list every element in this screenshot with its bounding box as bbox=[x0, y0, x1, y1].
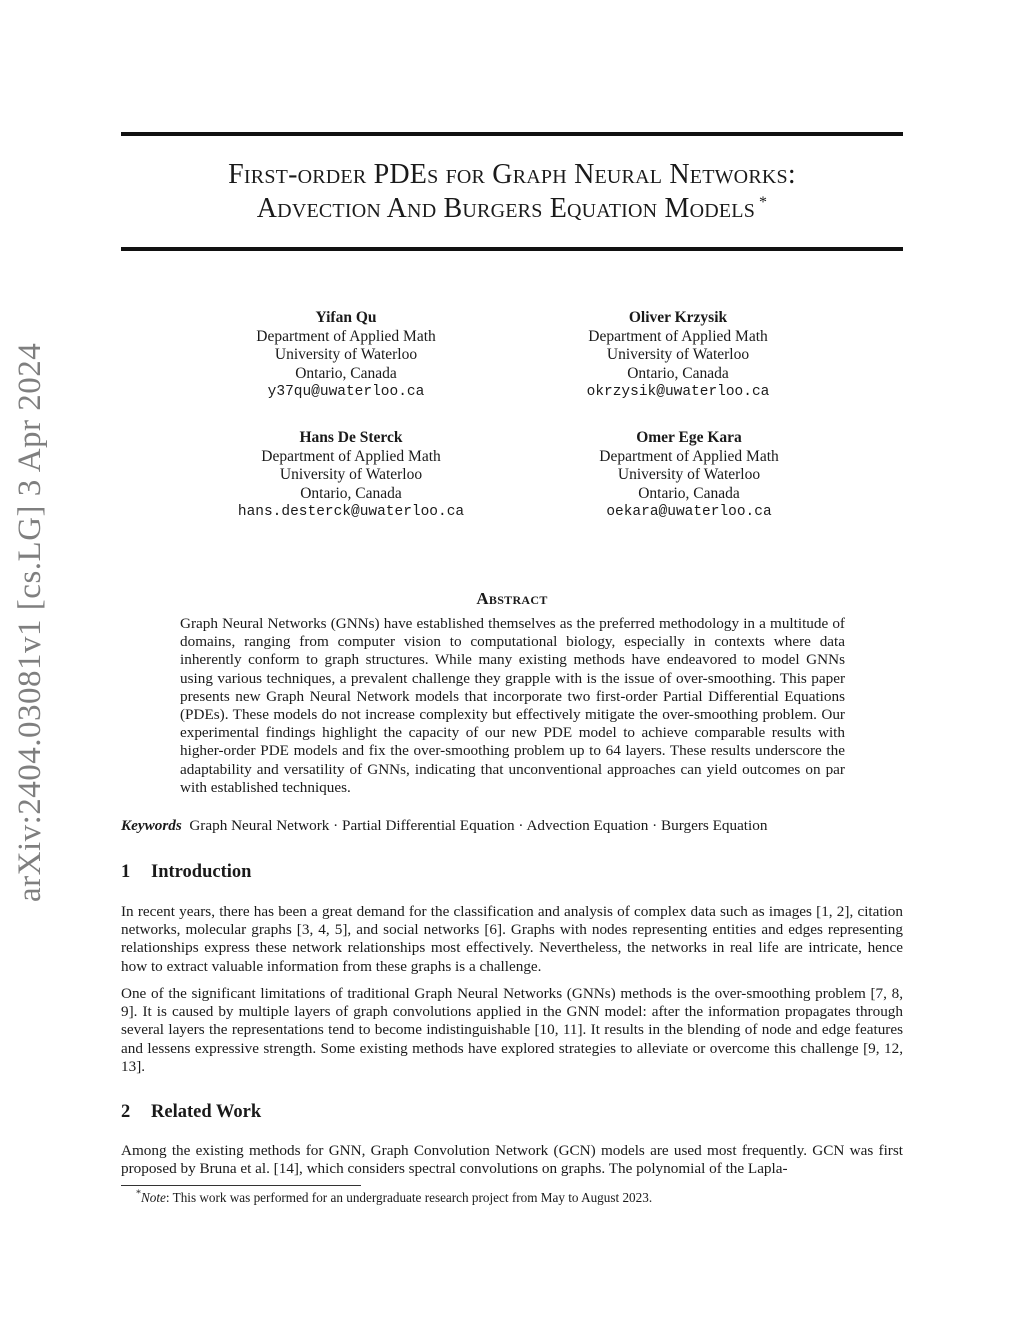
author-block bbox=[518, 309, 838, 402]
author-location: Ontario, Canada bbox=[295, 364, 397, 382]
author-name: Yifan Qu bbox=[315, 309, 377, 326]
author-email: y37qu@uwaterloo.ca bbox=[267, 384, 425, 400]
author-name: Omer Ege Kara bbox=[636, 429, 742, 446]
author-block bbox=[191, 429, 511, 522]
footnote-text: : This work was performed for an undergraduate research project from May to August 2023. bbox=[165, 1190, 653, 1205]
title-line-1: First-order PDEs for Graph Neural Networks: bbox=[228, 159, 796, 190]
author-block bbox=[529, 429, 849, 522]
section-title: Related Work bbox=[151, 1102, 262, 1122]
paper-title bbox=[121, 158, 903, 226]
footnote-mark: * bbox=[136, 1188, 141, 1200]
section-title: Introduction bbox=[151, 862, 252, 882]
footnote-rule bbox=[121, 1185, 361, 1186]
author-location: Ontario, Canada bbox=[300, 484, 402, 502]
author-univ: University of Waterloo bbox=[279, 466, 423, 483]
paragraph: One of the significant limitations of traditional Graph Neural Networks (GNNs) methods is the over-smoothing problem [7, 8, 9]. It is caused by multiple layers of graph convolutions applied in the GNN model: after the information propagates through several layers the representations tend to become indistinguishable [10, 11]. It results in the blending of node and edge features and lessens expressive strength. Some existing methods have explored strategies to alleviate or overcome this challenge [9, 12, 13]. bbox=[121, 985, 903, 1075]
footnote-label: Note bbox=[141, 1190, 166, 1205]
keywords-text: Graph Neural Network · Partial Differential Equation · Advection Equation · Burgers Equation bbox=[189, 817, 768, 834]
keywords-line bbox=[121, 817, 903, 835]
author-email: hans.desterck@uwaterloo.ca bbox=[237, 504, 465, 520]
title-footnote-mark: * bbox=[759, 193, 768, 211]
abstract-heading: Abstract bbox=[476, 589, 548, 608]
section-heading bbox=[121, 862, 251, 883]
paragraph: In recent years, there has been a great demand for the classification and analysis of complex data such as images [1, 2], citation networks, molecular graphs [3, 4, 5], and social networks [6]. Graphs with nodes representing entities and edges representing relationships express these network relationships most effectively. Nevertheless, the networks in real life are intricate, hence how to extract valuable information from these graphs is a challenge. bbox=[121, 903, 903, 975]
author-name: Oliver Krzysik bbox=[628, 309, 728, 326]
title-rule-bottom bbox=[121, 247, 903, 251]
author-email: okrzysik@uwaterloo.ca bbox=[586, 384, 770, 400]
author-univ: University of Waterloo bbox=[617, 466, 761, 483]
section-number: 1 bbox=[121, 862, 131, 882]
abstract-text: Graph Neural Networks (GNNs) have established themselves as the preferred methodology in a multitude of domains, ranging from computer vision to computational biology, especially in contexts where data inherently conform to graph structures. While many existing methods have endeavored to model GNNs using various techniques, a prevalent challenge they grapple with is the issue of over-smoothing. This paper presents new Graph Neural Network models that incorporate two first-order Partial Differential Equations (PDEs). These models do not increase complexity but effectively mitigate the over-smoothing problem. Our experimental findings highlight the capacity of our new PDE model to achieve comparable results with higher-order PDE models and fix the over-smoothing problem up to 64 layers. These results underscore the adaptability and versatility of GNNs, indicating that unconventional approaches can yield outcomes on par with established techniques. bbox=[180, 615, 845, 796]
author-dept: Department of Applied Math bbox=[261, 447, 441, 465]
section-heading bbox=[121, 1102, 261, 1123]
author-location: Ontario, Canada bbox=[638, 484, 740, 502]
author-block bbox=[186, 309, 506, 402]
author-name: Hans De Sterck bbox=[299, 429, 403, 446]
section-number: 2 bbox=[121, 1102, 131, 1122]
author-dept: Department of Applied Math bbox=[599, 447, 779, 465]
title-line-2-wrap bbox=[121, 192, 903, 226]
author-location: Ontario, Canada bbox=[627, 364, 729, 382]
footnote bbox=[136, 1190, 896, 1206]
author-dept: Department of Applied Math bbox=[256, 327, 436, 345]
title-rule-top bbox=[121, 132, 903, 136]
author-email: oekara@uwaterloo.ca bbox=[606, 504, 772, 520]
arxiv-identifier-stamp: arXiv:2404.03081v1 [cs.LG] 3 Apr 2024 bbox=[12, 342, 48, 902]
paragraph: Among the existing methods for GNN, Graph Convolution Network (GCN) models are used most frequently. GCN was first proposed by Bruna et al. [14], which considers spectral convolutions on graphs. The polynomial of the Lapla- bbox=[121, 1142, 903, 1178]
author-dept: Department of Applied Math bbox=[588, 327, 768, 345]
author-univ: University of Waterloo bbox=[606, 346, 750, 363]
author-univ: University of Waterloo bbox=[274, 346, 418, 363]
keywords-label: Keywords bbox=[121, 817, 182, 834]
title-line-2: Advection And Burgers Equation Models bbox=[256, 193, 756, 224]
